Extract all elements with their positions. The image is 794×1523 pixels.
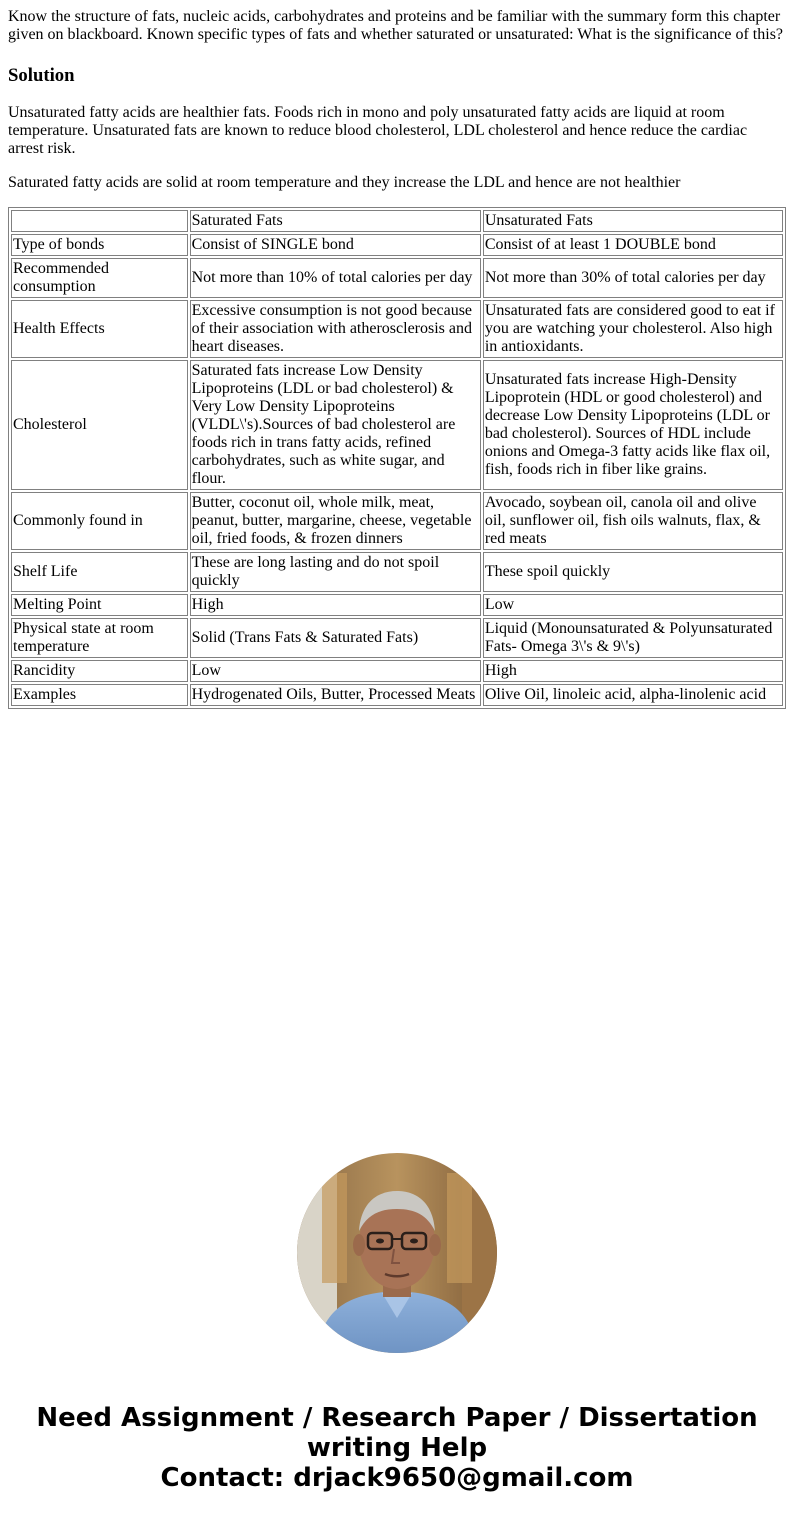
solution-heading: Solution bbox=[8, 65, 75, 86]
table-cell-label: Commonly found in bbox=[11, 492, 188, 550]
table-cell: Consist of SINGLE bond bbox=[190, 234, 481, 256]
table-cell-label: Melting Point bbox=[11, 594, 188, 616]
table-cell: Avocado, soybean oil, canola oil and olive oil, sunflower oil, fish oils walnuts, flax, & red meats bbox=[483, 492, 783, 550]
promo-contact-line: Contact: drjack9650@gmail.com bbox=[160, 1463, 634, 1493]
table-cell: These spoil quickly bbox=[483, 552, 783, 592]
table-cell: Olive Oil, linoleic acid, alpha-linolenic acid bbox=[483, 684, 783, 706]
table-cell: Solid (Trans Fats & Saturated Fats) bbox=[190, 618, 481, 658]
table-cell: Liquid (Monounsaturated & Polyunsaturated Fats- Omega 3\'s & 9\'s) bbox=[483, 618, 783, 658]
table-cell: Excessive consumption is not good because of their association with atherosclerosis and heart diseases. bbox=[190, 300, 481, 358]
table-cell: Unsaturated fats are considered good to eat if you are watching your cholesterol. Also high in antioxidants. bbox=[483, 300, 783, 358]
table-cell: Unsaturated fats increase High-Density Lipoprotein (HDL or good cholesterol) and decrease Low Density Lipoproteins (LDL or bad cholesterol). Sources of HDL include onions and Omega-3 fatty acids like flax oil, fish, foods rich in fiber like grains. bbox=[483, 360, 783, 490]
fats-comparison-table bbox=[8, 207, 786, 709]
table-row bbox=[11, 618, 783, 658]
table-row bbox=[11, 552, 783, 592]
promo-banner bbox=[0, 1403, 794, 1493]
table-cell-label: Rancidity bbox=[11, 660, 188, 682]
table-cell-label: Type of bonds bbox=[11, 234, 188, 256]
promo-line-1: Need Assignment / Research Paper / Dissertation writing Help bbox=[36, 1403, 758, 1463]
table-row bbox=[11, 234, 783, 256]
table-header-cell bbox=[11, 210, 188, 232]
table-cell: Not more than 30% of total calories per day bbox=[483, 258, 783, 298]
table-cell-label: Physical state at room temperature bbox=[11, 618, 188, 658]
table-header-cell: Saturated Fats bbox=[190, 210, 481, 232]
table-cell: Not more than 10% of total calories per day bbox=[190, 258, 481, 298]
author-avatar bbox=[297, 1153, 497, 1353]
table-cell: These are long lasting and do not spoil quickly bbox=[190, 552, 481, 592]
table-header-cell: Unsaturated Fats bbox=[483, 210, 783, 232]
author-portrait-image bbox=[297, 1153, 497, 1353]
table-cell: High bbox=[483, 660, 783, 682]
table-cell: Butter, coconut oil, whole milk, meat, peanut, butter, margarine, cheese, vegetable oil, fried foods, & frozen dinners bbox=[190, 492, 481, 550]
table-cell: Consist of at least 1 DOUBLE bond bbox=[483, 234, 783, 256]
table-cell: Hydrogenated Oils, Butter, Processed Meats bbox=[190, 684, 481, 706]
table-cell: Low bbox=[190, 660, 481, 682]
solution-paragraph-2: Saturated fatty acids are solid at room temperature and they increase the LDL and hence are not healthier bbox=[8, 174, 681, 191]
table-row bbox=[11, 258, 783, 298]
table-row bbox=[11, 660, 783, 682]
table-row bbox=[11, 684, 783, 706]
page-content bbox=[8, 8, 786, 703]
question-text: Know the structure of fats, nucleic acids, carbohydrates and proteins and be familiar with the summary form this chapter given on blackboard. Known specific types of fats and whether saturated or unsaturated: What is the significance of this? bbox=[8, 8, 784, 43]
solution-paragraph-1: Unsaturated fatty acids are healthier fats. Foods rich in mono and poly unsaturated fatty acids are liquid at room temperature. Unsaturated fats are known to reduce blood cholesterol, LDL cholesterol and hence reduce the cardiac arrest risk. bbox=[8, 104, 748, 157]
table-row bbox=[11, 594, 783, 616]
table-header-row bbox=[11, 210, 783, 232]
table-cell-label: Shelf Life bbox=[11, 552, 188, 592]
table-cell: High bbox=[190, 594, 481, 616]
table-row bbox=[11, 360, 783, 490]
table-row bbox=[11, 300, 783, 358]
table-cell-label: Health Effects bbox=[11, 300, 188, 358]
table-cell-label: Examples bbox=[11, 684, 188, 706]
table-cell: Low bbox=[483, 594, 783, 616]
table-cell: Saturated fats increase Low Density Lipoproteins (LDL or bad cholesterol) & Very Low Density Lipoproteins (VLDL\'s).Sources of bad cholesterol are foods rich in trans fatty acids, refined carbohydrates, such as white sugar, and flour. bbox=[190, 360, 481, 490]
table-row bbox=[11, 492, 783, 550]
table-cell-label: Recommended consumption bbox=[11, 258, 188, 298]
table-cell-label: Cholesterol bbox=[11, 360, 188, 490]
